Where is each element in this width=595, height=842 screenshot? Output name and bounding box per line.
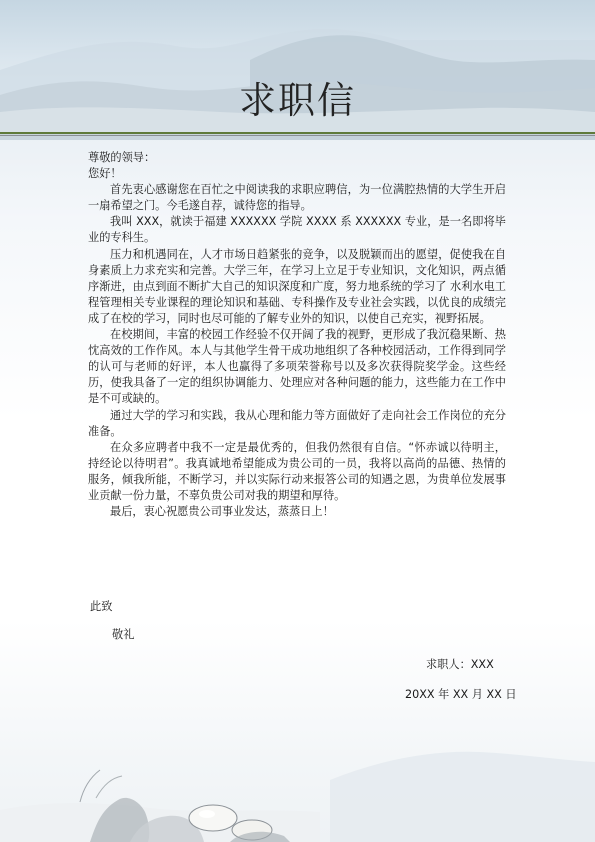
- paragraph-study: 压力和机遇同在，人才市场日趋紧张的竞争，以及脱颖而出的愿望，促使我在自身素质上力求充实和完善。大学三年，在学习上立足于专业知识，文化知识，两点循序渐进，由点到面不断扩大自己的知识深度和广度，努力地系统的学习了 水利水电工程管理相关专业课程的理论知识和基础、专科操作及专业社会实践，以优良的成绩完成了在校的学习，同时也尽可能的了解专业外的知识，以使自己充实，视野拓展。: [88, 247, 506, 325]
- paragraph-readiness: 通过大学的学习和实践，我从心理和能力等方面做好了走向社会工作岗位的充分准备。: [88, 408, 506, 438]
- letter-body: [88, 150, 506, 520]
- ink-landscape-image: [0, 690, 595, 842]
- paragraph-campus: 在校期间，丰富的校园工作经验不仅开阔了我的视野，更形成了我沉稳果断、热忱高效的工作作风。本人与其他学生骨干成功地组织了各种校园活动，工作得到同学的认可与老师的好评，本人也赢得了多项荣誉称号以及多次获得院奖学金。这些经历，使我具备了一定的组织协调能力、处理应对各种问题的能力，这些能力在工作中是不可或缺的。: [88, 328, 506, 406]
- date: 20XX 年 XX 月 XX 日: [405, 688, 517, 701]
- paragraph-intro: 首先衷心感谢您在百忙之中阅读我的求职应聘信，为一位满腔热情的大学生开启一扇希望之门。今毛遂自荐，诚待您的指导。: [88, 183, 506, 213]
- paragraph-wishes: 最后，衷心祝愿贵公司事业发达，蒸蒸日上！: [110, 505, 334, 519]
- title-divider-shadow: [0, 135, 595, 136]
- title-divider: [0, 132, 595, 134]
- paragraph-confidence: 在众多应聘者中我不一定是最优秀的，但我仍然很有自信。“怀赤诚以待明主，持经论以待明君”。我真诚地希望能成为贵公司的一员，我将以高尚的品德、热情的服务，倾我所能，不断学习，并以实际行动来报答公司的知遇之恩，为贵单位发展事业贡献一份力量，不辜负贵公司对我的期望和厚待。: [88, 440, 506, 502]
- page-title: 求职信: [239, 79, 356, 122]
- greeting: 您好！: [88, 167, 122, 181]
- signature: 求职人：XXX: [426, 658, 494, 671]
- closing-line-2: 敬礼: [112, 628, 135, 641]
- paragraph-identity: 我叫 XXX，就读于福建 XXXXXX 学院 XXXX 系 XXXXXX 专业，是一名即将毕业的专科生。: [88, 215, 506, 245]
- closing-line-1: 此致: [90, 600, 113, 613]
- salutation: 尊敬的领导：: [88, 151, 156, 164]
